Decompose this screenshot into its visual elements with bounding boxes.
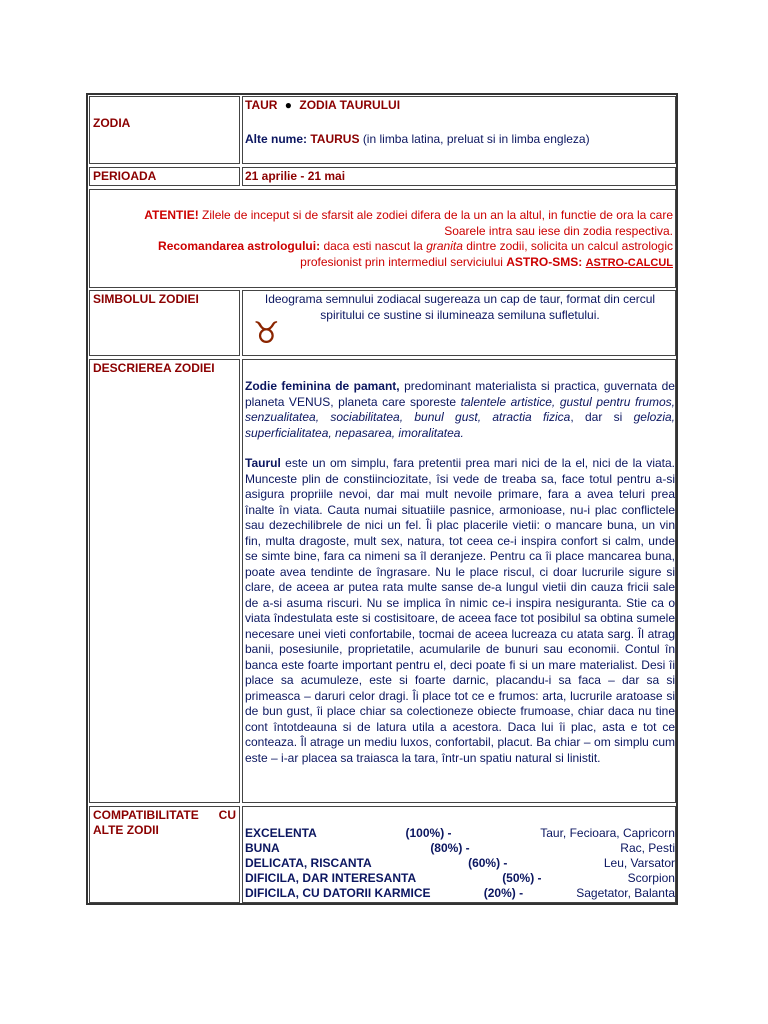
zodia-value-cell	[242, 96, 676, 164]
recommend-block	[158, 239, 673, 269]
perioada-value-cell	[242, 167, 676, 186]
p1-text-2: , dar si	[570, 410, 623, 424]
recommend-italic: granita	[426, 239, 463, 253]
compat-signs: Rac, Pesti	[620, 841, 675, 855]
compat-line	[245, 871, 675, 886]
compat-level: DELICATA, RISCANTA	[245, 856, 372, 870]
recommend-text-2: dintre zodii, solicita un calcul astrologic profesionist prin intermediul serviciului	[300, 239, 673, 269]
compat-signs: Taur, Fecioara, Capricorn	[540, 826, 675, 840]
recommend-label: Recomandarea astrologului:	[158, 239, 321, 253]
recommend-text-1: daca esti nascut la	[323, 239, 423, 253]
attention-text: Zilele de inceput si de sfarsit ale zodiei difera de la un an la altul, in functie de ora la care Soarele intra sau iese din zodia respectiva.	[202, 208, 673, 238]
compat-signs: Scorpion	[627, 871, 675, 885]
compat-percent: (20%) -	[483, 886, 524, 900]
compat-list	[245, 826, 675, 901]
descriere-paragraph-1	[245, 379, 675, 441]
compat-percent: (60%) -	[468, 856, 508, 870]
zodia-label-cell	[89, 96, 240, 164]
p1-italic-2: gelozia, superficialitatea, nepasarea, imoralitatea.	[245, 410, 675, 440]
simbol-label: SIMBOLUL ZODIEI	[93, 292, 199, 306]
p2-text: este un om simplu, fara pretentii prea mari nici de la el, nici de la viata. Munceste plin de constiinciozitate, îsi vede de treaba sa, face totul pentru a-si asigura propriile nevoi, dar mai mult nevoile primare, fara a avea teluri prea înalte în viata. Cauta numai situatiile pasnice, armonioase, nu-i plac conflictele sau dezechilibrele de nici un fel. Îi plac placerile vietii: o mancare buna, un vin fin, multa dragoste, mult sex, natura, tot ceea ce-i inspira confort si calm, unde se simte bine, fara ca nimeni sa îl deranjeze. Pentru ca îi place mancarea buna, poate avea tendinte de îngrasare. Nu le place riscul, ci doar lucrurile sigure si clare, de aceea ar putea rata multe sanse de-a lungul vietii din cauza fricii sale de a-si asuma riscuri. Nu se implica în nimic ce-i inspira nesiguranta. Stie ca o viata îndestulata este si costisitoare, de aceea face tot posibilul sa obtina sumele necesare unei vieti confortabile, tocmai de aceea lucreaza cu atata sarg. Îl atrag banii, posesiunile, proprietatile, acumularile de bunuri sau economii. Contul în banca este foarte important pentru el, deci poate fi si un mare materialist. Desi îi place sa acumuleze, este si foarte darnic, placandu-i sa faca – dar sa si primeasca – daruri celor dragi. Îi place tot ce e frumos: arta, lucrurile aratoase si de bun gust, îi place chiar sa colectioneze obiecte frumoase, chiar daca nu tine cont întotdeauna si de latura utila a acestora. Daca lui îi plac, asta e tot ce conteaza. Îl atrage un mediu luxos, confortabil, placut. Ba chiar – om simplu cum este – i-ar placea sa traiasca la tara, într-un spatiu natural si linistit.	[245, 456, 675, 765]
simbol-value-cell	[242, 290, 676, 356]
compat-line	[245, 856, 675, 871]
simbol-label-cell	[89, 290, 240, 356]
zodia-sign: TAUR	[245, 98, 278, 112]
zodia-label: ZODIA	[93, 116, 131, 130]
p2-bold: Taurul	[245, 456, 281, 470]
zodia-name: ZODIA TAURULUI	[299, 98, 401, 112]
perioada-label: PERIOADA	[93, 169, 157, 183]
compat-line	[245, 841, 675, 856]
attention-label: ATENTIE!	[144, 208, 199, 222]
zodia-title	[245, 98, 400, 112]
compat-percent: (50%) -	[502, 871, 542, 885]
descriere-paragraph-2	[245, 456, 675, 766]
alt-note: (in limba latina, preluat si in limba engleza)	[362, 132, 590, 146]
notice-text	[108, 208, 673, 271]
notice-cell	[89, 189, 676, 288]
p1-text-1: predominant materialista si practica, guvernata de planeta VENUS, planeta care sporeste	[245, 379, 675, 409]
perioada-label-cell	[89, 167, 240, 186]
attention-block	[144, 208, 673, 238]
p1-bold: Zodie feminina de pamant,	[245, 379, 400, 393]
compat-level: BUNA	[245, 841, 280, 855]
taurus-glyph-icon: ♉	[253, 316, 280, 351]
compat-signs: Sagetator, Balanta	[576, 886, 675, 900]
p1-italic-1: talentele artistice, gustul pentru frumos, senzualitatea, sociabilitatea, bunul gust, atractia fizica	[245, 394, 676, 424]
simbol-text: Ideograma semnului zodiacal sugereaza un cap de taur, format din cercul spiritului ce sustine si ilumineaza semiluna sufletului.	[264, 292, 656, 322]
compat-percent: (80%) -	[430, 841, 470, 855]
compat-value-cell	[242, 806, 676, 903]
descriere-value-cell	[242, 359, 676, 803]
compat-signs: Leu, Varsator	[603, 856, 675, 870]
compat-level: EXCELENTA	[245, 826, 317, 840]
perioada-value: 21 aprilie - 21 mai	[245, 169, 346, 183]
bullet-icon: ●	[284, 98, 293, 112]
service-name: ASTRO-SMS:	[506, 254, 583, 269]
compat-line	[245, 886, 675, 901]
alt-value: TAURUS	[310, 132, 360, 146]
compat-percent: (100%) -	[405, 826, 452, 840]
descriere-label-cell	[89, 359, 240, 803]
compat-level: DIFICILA, DAR INTERESANTA	[245, 871, 417, 885]
descriere-label: DESCRIEREA ZODIEI	[93, 361, 215, 375]
zodia-alt-names	[245, 132, 590, 146]
astro-calcul-link[interactable]: ASTRO-CALCUL	[585, 256, 673, 269]
compat-line	[245, 826, 675, 841]
compat-label-cell	[89, 806, 240, 903]
compat-label: COMPATIBILITATE CU ALTE ZODII	[93, 808, 236, 837]
alt-label: Alte nume:	[245, 132, 308, 146]
compat-level: DIFICILA, CU DATORII KARMICE	[245, 886, 431, 900]
